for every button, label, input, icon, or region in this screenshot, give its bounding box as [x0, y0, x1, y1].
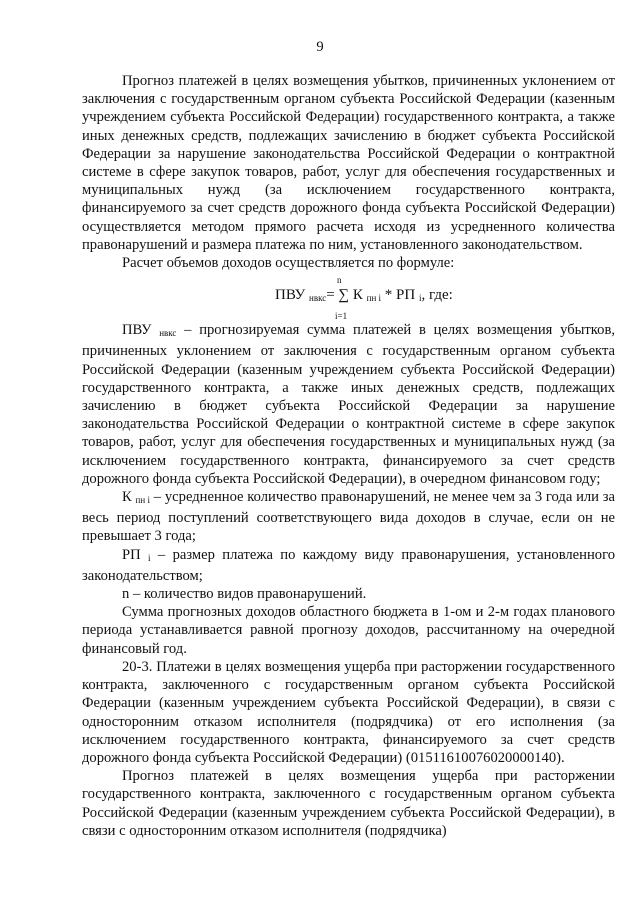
paragraph-forecast-method: Прогноз платежей в целях возмещения убытков, причиненных уклонением от заключения с государственным органом субъекта Российской Федерации (казенным учреждением субъекта Российской Федерации) государственного контракта, а также иных денежных средств, подлежащих зачислению в бюджет субъекта Российской Федерации за нарушение законодательства Российской Федерации о контрактной системе в сфере закупок товаров, работ, услуг для обеспечения государственных и муниципальных нужд (за исключением государственного контракта, финансируемого за счет средств дорожного фонда субъекта Российской Федерации) осуществляется методом прямого расчета исходя из усредненного количества правонарушений и размера платежа по ним, установленного законодательством.	[82, 73, 615, 253]
def-pvu-term: ПВУ	[122, 322, 152, 339]
formula-block	[82, 275, 615, 322]
paragraph-def-rp	[82, 546, 615, 585]
def-k-term: К	[122, 489, 132, 506]
paragraph-def-k	[82, 488, 615, 546]
formula-k-subscript: пн i	[366, 293, 382, 304]
paragraph-formula-intro: Расчет объемов доходов осуществляется по формуле:	[122, 255, 455, 272]
def-rp-term: РП	[122, 546, 141, 563]
def-pvu-subscript: нвкс	[159, 328, 177, 339]
formula-times: *	[381, 287, 397, 304]
paragraph-damage-forecast: Прогноз платежей в целях возмещения ущерба при расторжении государственного контракта, заключенного с государственным органом субъекта Российской Федерации (казенным учреждением субъекта Российской Федерации), в связи с односторонним отказом исполнителя (подрядчика)	[82, 768, 615, 839]
formula-pvu-subscript: нвкс	[309, 293, 327, 304]
def-rp-text: – размер платежа по каждому виду правонарушения, установленного законодательством;	[82, 546, 615, 584]
paragraph-planning-period: Сумма прогнозных доходов областного бюджета в 1-ом и 2-м годах планового периода устанавливается равной прогнозу доходов, рассчитанному на очередной финансовый год.	[82, 604, 615, 657]
formula-pvu: ПВУ	[275, 287, 306, 304]
paragraph-def-pvu	[82, 321, 615, 488]
formula	[275, 286, 453, 307]
def-pvu-text: – прогнозируемая сумма платежей в целях возмещения убытков, причиненных уклонением от заключения с государственным органом субъекта Российской Федерации (казенным учреждением субъекта Российской Федерации) государственного контракта, а также иных денежных средств, подлежащих зачислению в бюджет субъекта Российской Федерации за нарушение законодательства Российской Федерации о контрактной системе в сфере закупок товаров, работ, услуг для обеспечения государственных и муниципальных нужд (за исключением государственного контракта, финансируемого за счет средств дорожного фонда субъекта Российской Федерации), в очередном финансовом году;	[82, 322, 615, 487]
formula-k: К	[352, 287, 363, 304]
page-number: 9	[316, 39, 324, 55]
document-body	[82, 72, 615, 840]
def-k-subscript: пн i	[135, 495, 151, 506]
paragraph-section-20-3: 20-3. Платежи в целях возмещения ущерба при расторжении государственного контракта, заключенного с государственным органом субъекта Российской Федерации (казенным учреждением субъекта Российской Федерации), в связи с односторонним отказом исполнителя (подрядчика) от его исполнения (за исключением государственного контракта, финансируемого за счет средств дорожного фонда субъекта Российской Федерации) (01511610076020000140).	[82, 658, 615, 766]
formula-rp: РП	[396, 287, 416, 304]
sum-upper-limit: n	[337, 275, 342, 286]
formula-tail: , где:	[421, 287, 453, 304]
def-k-text: – усредненное количество правонарушений, не менее чем за 3 года или за весь период поступлений соответствующего вида доходов в случае, если он не превышает 3 года;	[82, 489, 615, 545]
paragraph-def-n: n – количество видов правонарушений.	[122, 586, 367, 603]
sum-lower-limit: i=1	[335, 311, 348, 322]
formula-equals-sum: = ∑	[326, 287, 350, 304]
formula-rp-subscript: i	[418, 293, 422, 304]
def-rp-subscript: i	[148, 552, 151, 563]
